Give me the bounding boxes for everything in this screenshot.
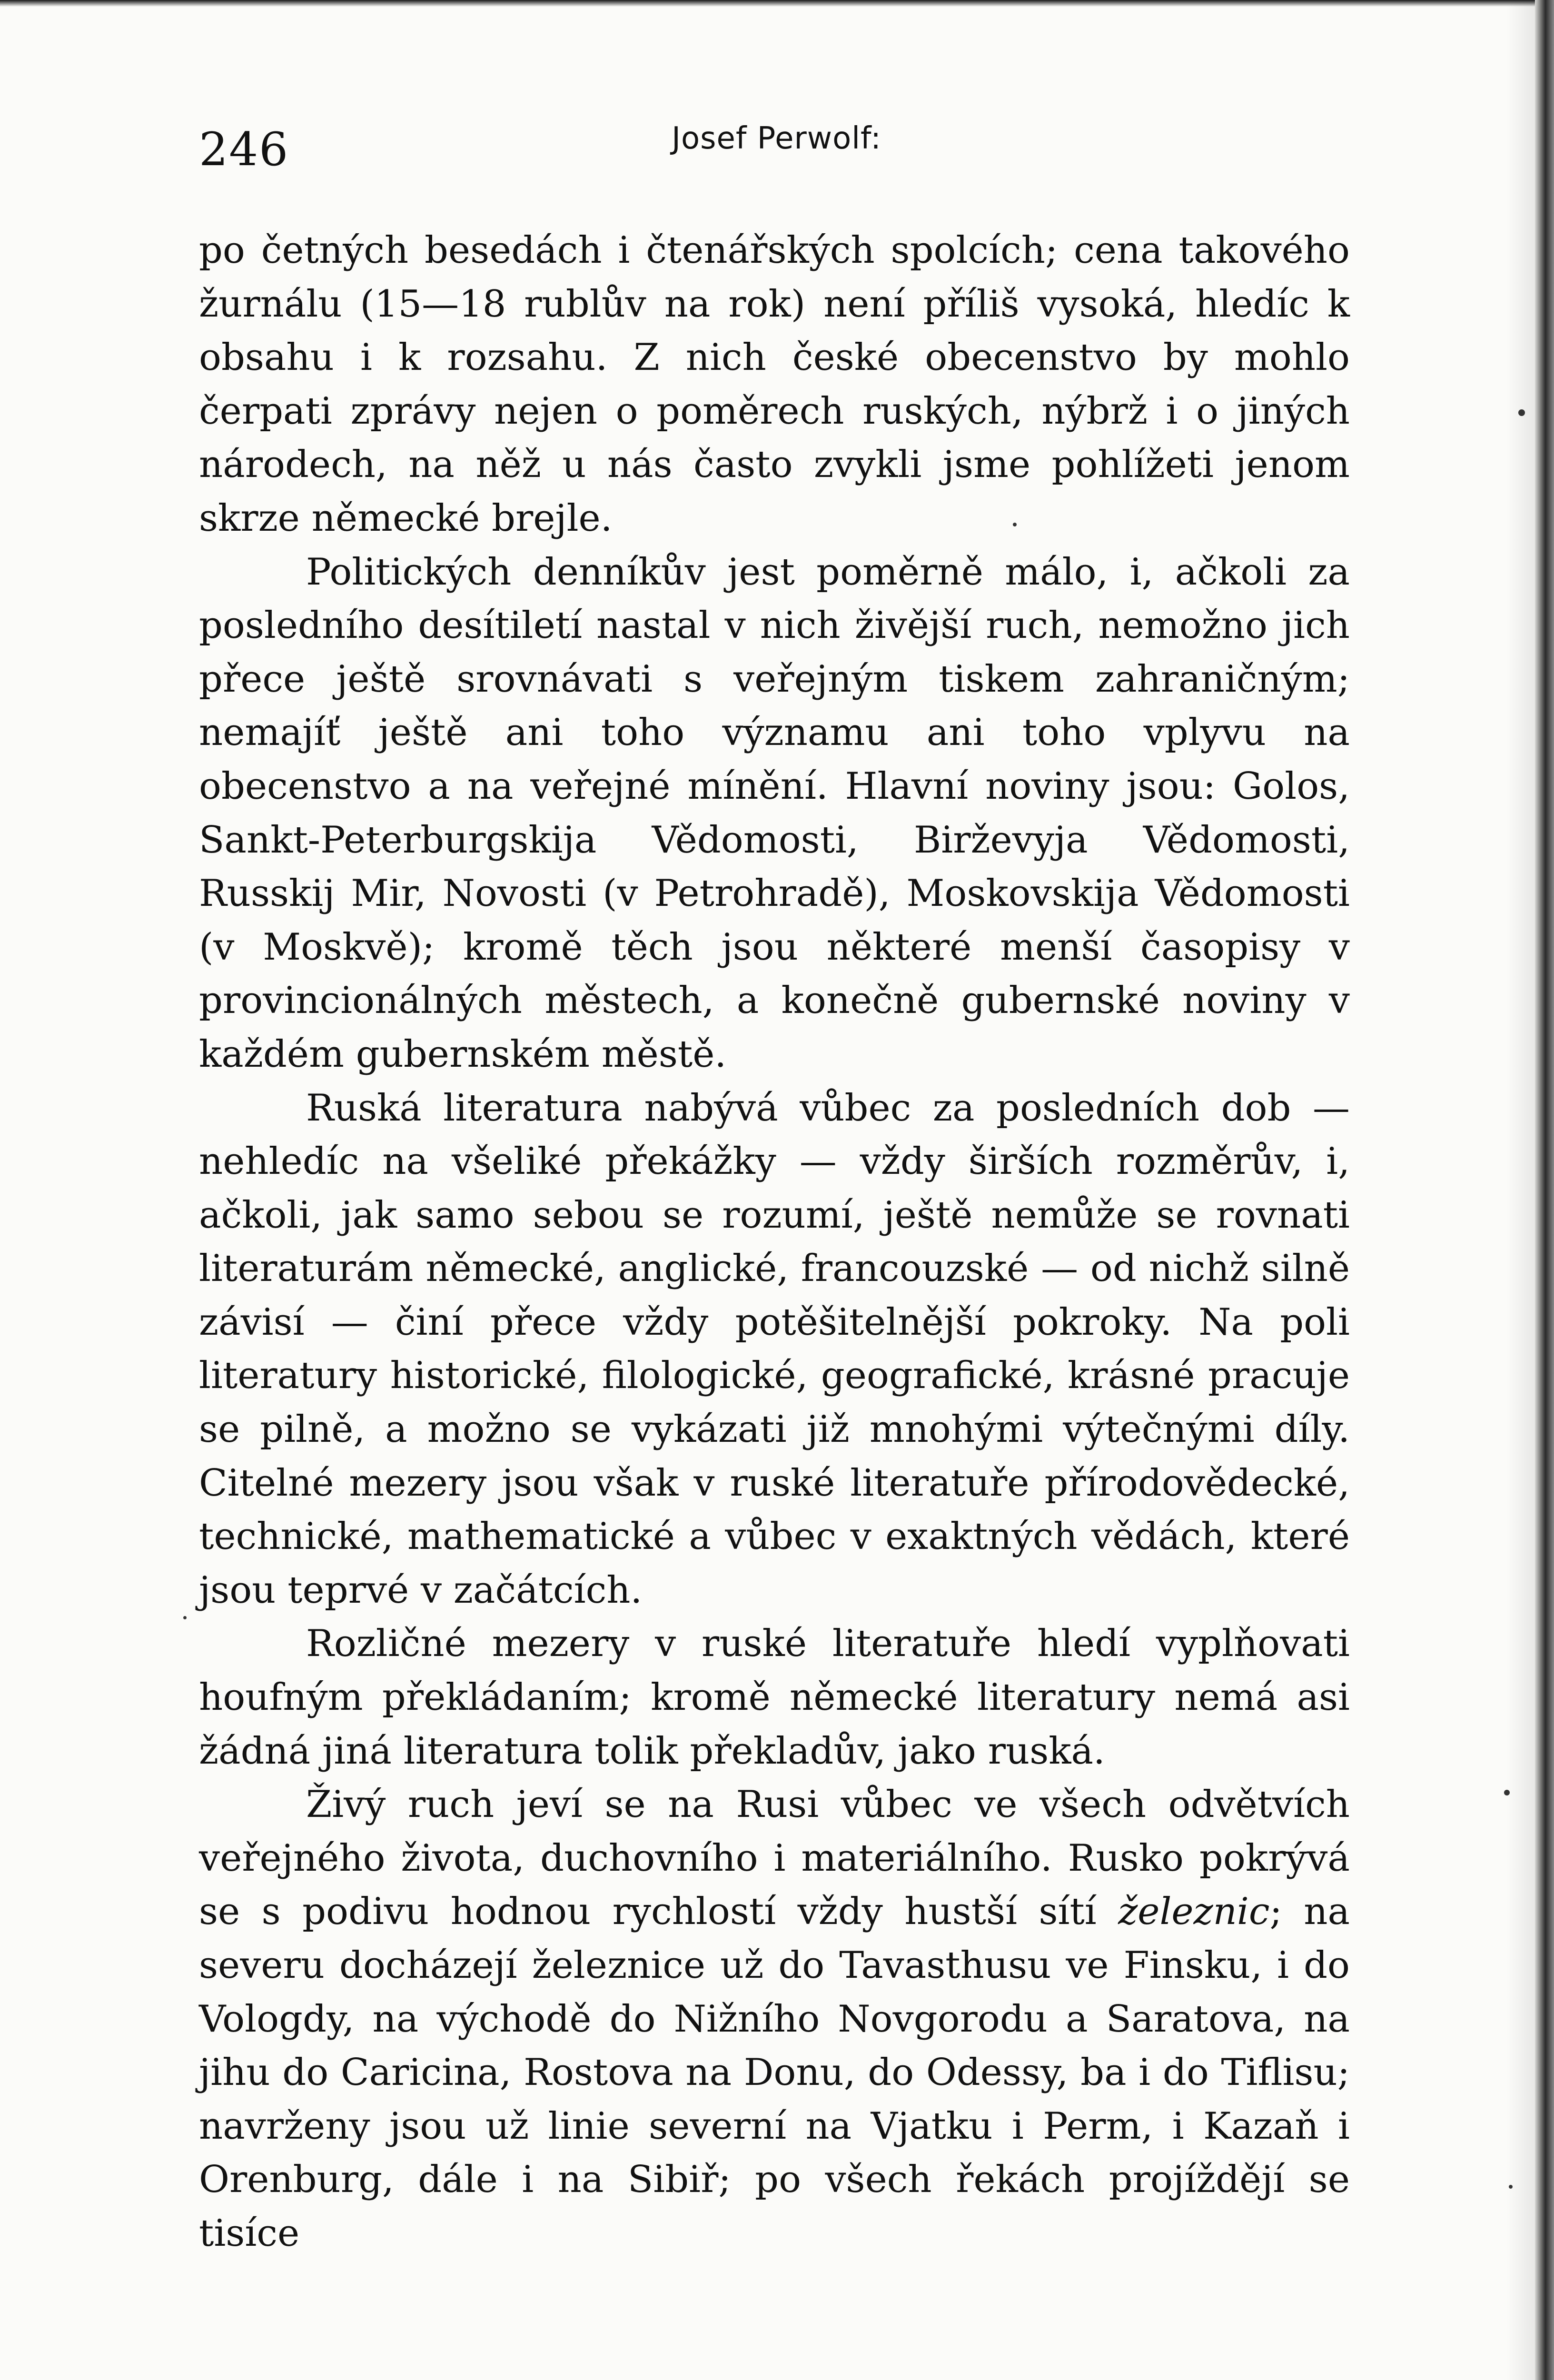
paragraph-5 <box>199 1778 1350 2260</box>
page-edge-shadow <box>1506 0 1535 2380</box>
running-head: Josef Perwolf: <box>672 121 881 156</box>
scan-right-edge <box>1535 0 1554 2380</box>
paragraph-2: Politických denníkův jest poměrně málo, i, ačkoli za posledního desítiletí nastal v nich živější ruch, nemožno jich přece ještě srovnávati s veřejným tiskem zahraničným; nemajíť ještě ani toho významu ani toho vplyvu na obecenstvo a na veřejné mínění. Hlavní noviny jsou: Golos, Sankt-Peterburgskija Vědomosti, Birževyja Vědomosti, Russkij Mir, Novosti (v Petrohradě), Moskovskija Vědomosti (v Moskvě); kromě těch jsou některé menší časopisy v provincionálných městech, a konečně gubernské noviny v každém gubernském městě. <box>199 550 1350 1076</box>
paragraph-3: Ruská literatura nabývá vůbec za posledních dob — nehledíc na všeliké překážky — vždy širších rozměrův, i, ačkoli, jak samo sebou se rozumí, ještě nemůže se rovnati literaturám německé, anglické, francouzské — od nichž silně závisí — činí přece vždy potěšitelnější pokroky. Na poli literatury historické, filologické, geografické, krásné pracuje se pilně, a možno se vykázati již mnohými výtečnými díly. Citelné mezery jsou však v ruské literatuře přírodovědecké, technické, mathematické a vůbec v exaktných vědách, které jsou teprvé v začátcích. <box>199 1086 1350 1612</box>
paragraph-5-text-after: ; na severu docházejí železnice už do Tavasthusu ve Finsku, i do Vologdy, na východě do Nižního Novgorodu a Saratova, na jihu do Caricina, Rostova na Donu, do Odessy, ba i do Tiflisu; navrženy jsou už linie severní na Vjatku i Perm, i Kazaň i Orenburg, dále i na Sibiř; po všech řekách projíždějí se tisíce <box>199 1890 1350 2255</box>
page-header <box>199 114 1354 176</box>
body-text <box>199 224 1350 2261</box>
scan-top-border <box>0 0 1554 7</box>
page-number: 246 <box>199 123 289 176</box>
paragraph-4: Rozličné mezery v ruské literatuře hledí vyplňovati houfným překládaním; kromě německé literatury nemá asi žádná jiná literatura tolik překladův, jako ruská. <box>199 1622 1350 1773</box>
italic-word-zeleznic: železnic <box>1118 1890 1270 1934</box>
paragraph-5-text-before: Živý ruch jeví se na Rusi vůbec ve všech odvětvích veřejného života, duchovního i materiálního. Rusko pokrývá se s podivu hodnou rychlostí vždy hustší sítí <box>199 1783 1350 1934</box>
paragraph-1: po četných besedách i čtenářských spolcích; cena takového žurnálu (15—18 rublův na rok) není příliš vysoká, hledíc k obsahu i k rozsahu. Z nich české obecenstvo by mohlo čerpati zprávy nejen o poměrech ruských, nýbrž i o jiných národech, na něž u nás často zvykli jsme pohlížeti jenom skrze německé brejle. <box>199 229 1350 540</box>
